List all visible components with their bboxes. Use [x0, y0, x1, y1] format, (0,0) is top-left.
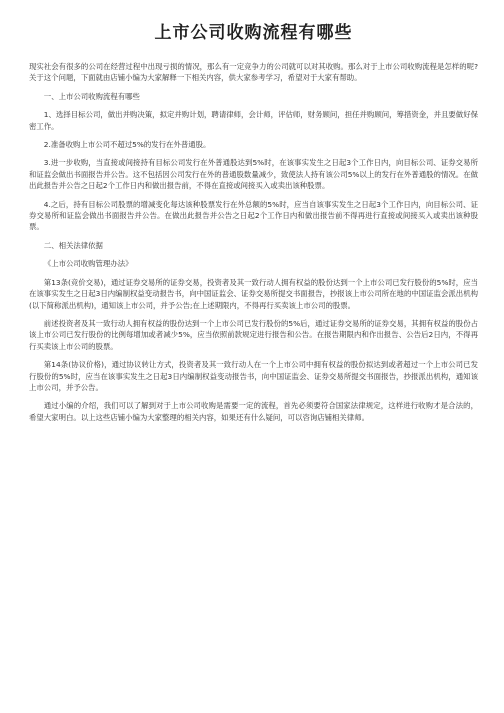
conclusion-paragraph: 通过小编的介绍，我们可以了解到对于上市公司收购是需要一定的流程，首先必须要符合国家法律规定，这样进行收购才是合法的，希望大家明白。以上这些店铺小编为大家整理的相关内容，如果还有什么疑问，可以咨询店铺相关律师。	[29, 401, 478, 422]
regulation-title: 《上市公司收购管理办法》	[43, 259, 133, 269]
article-14-paragraph: 第14条(协议价格)，通过协议转让方式，投资者及其一致行动人在一个上市公司中拥有权益的股份拟达到或者超过一个上市公司已发行股份的5%时，应当在该事实发生之日起3日内编制权益变动报告书，向中国证监会、证券交易所提交书面报告，抄报派出机构，通知该上市公司，并予公告。	[29, 360, 478, 392]
article-13-paragraph: 第13条(竞价交易)，通过证券交易所的证券交易，投资者及其一致行动人拥有权益的股份达到一个上市公司已发行股份的5%时，应当在该事实发生之日起3日内编制权益变动报告书，向中国证监会、证券交易所提交书面报告，抄报该上市公司所在地的中国证监会派出机构(以下简称派出机构)，通知该上市公司，并予公告;在上述期限内，不得再行买卖该上市公司的股票。	[29, 277, 478, 310]
page-title: 上市公司收购流程有哪些	[154, 23, 353, 43]
article-13-continued-paragraph: 前述投资者及其一致行动人拥有权益的股份达到一个上市公司已发行股份的5%后，通过证券交易所的证券交易，其拥有权益的股份占该上市公司已发行股份的比例每增加或者减少5%，应当依照前款规定进行报告和公告。在报告期限内和作出报告、公告后2日内，不得再行买卖该上市公司的股票。	[29, 318, 478, 351]
step-paragraph-2: 2.准备收购上市公司不超过5%的发行在外普通股。	[43, 140, 211, 150]
step-paragraph-4: 4.之后，持有目标公司股票的增减变化每达该种股票发行在外总额的5%时，应当自该事实发生之日起3个工作日内，向目标公司、证券交易所和证监会做出书面报告并公告。在做出此报告并公告之日起2个工作日内和做出报告前不得再进行直接或间接买入或卖出该种股票。	[29, 199, 478, 232]
intro-paragraph: 现实社会有很多的公司在经营过程中出现亏损的情况，那么有一定竞争力的公司就可以对其收购。那么对于上市公司收购流程是怎样的呢?关于这个问题，下面就由店铺小编为大家解释一下相关内容，供大家参考学习，希望对于大家有帮助。	[29, 62, 478, 83]
step-paragraph-3: 3.进一步收购，当直接或间接持有目标公司发行在外普通股达到5%时，在该事实发生之日起3个工作日内，向目标公司、证券交易所和证监会做出书面报告并公告。这不包括因公司发行在外的普通股数量减少，致使法人持有该公司5%以上的发行在外普通股的情况。在做出此报告并公告之日起2个工作日内和做出报告前，不得在直接或间接买入或卖出该种股票。	[29, 158, 478, 191]
step-paragraph-1: 1、选择目标公司，做出并购决策，拟定并购计划，聘请律师，会计师，评估师，财务顾问，担任并购顾问，筹措资金，并且要做好保密工作。	[29, 110, 478, 131]
article-body	[29, 61, 478, 423]
section-heading-legal-basis: 二、相关法律依据	[43, 240, 103, 250]
section-heading-process: 一、上市公司收购流程有哪些	[43, 91, 140, 101]
